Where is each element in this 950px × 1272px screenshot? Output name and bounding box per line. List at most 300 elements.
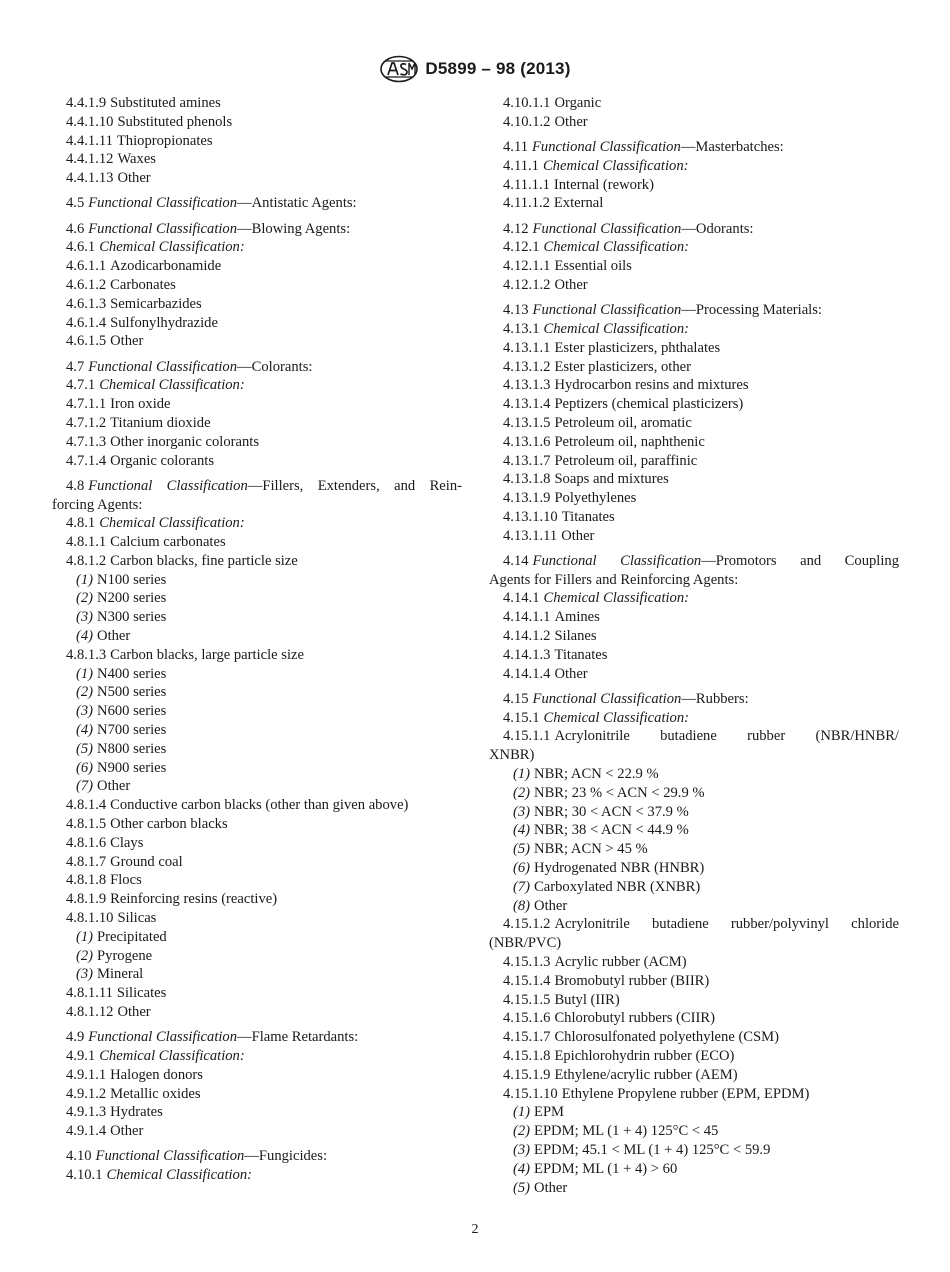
sub-item-text: Other <box>534 1179 568 1196</box>
item-text: Other <box>554 665 588 682</box>
list-item <box>489 452 899 471</box>
section-number: 4.9.1 <box>66 1048 96 1064</box>
item-number: 4.15.1.1 <box>503 728 551 745</box>
list-item <box>52 257 462 276</box>
item-text: Azodicarbonamide <box>110 258 222 275</box>
section-heading <box>489 690 899 709</box>
chemical-classification-heading <box>52 376 462 395</box>
sub-item-text: Other <box>97 778 131 795</box>
list-item <box>52 332 462 351</box>
item-text: Organic colorants <box>110 452 215 469</box>
section-title: —Flame Retardants: <box>237 1029 359 1046</box>
item-text: Other <box>117 170 151 187</box>
item-text: Ground coal <box>110 853 183 870</box>
item-number: 4.8.1.6 <box>66 834 107 851</box>
section-title: —Rubbers: <box>681 690 749 707</box>
sub-item <box>52 740 462 759</box>
item-text: Substituted amines <box>110 95 221 111</box>
sub-item-text: Other <box>97 628 131 645</box>
sub-item-number: (6) <box>76 759 94 776</box>
item-number: 4.9.1.1 <box>66 1066 107 1083</box>
list-item <box>489 915 899 934</box>
sub-item-text: NBR; 23 % < ACN < 29.9 % <box>534 784 705 801</box>
item-text: Carbon blacks, large particle size <box>110 646 304 663</box>
item-number: 4.14.1.3 <box>503 646 551 663</box>
sub-item-text: N800 series <box>97 740 167 757</box>
item-number: 4.8.1.1 <box>66 534 107 551</box>
item-text: Chlorosulfonated polyethylene (CSM) <box>554 1029 779 1046</box>
chemical-classification-heading <box>489 157 899 176</box>
sub-item <box>489 1103 899 1122</box>
classification-label: Chemical Classification: <box>543 320 690 337</box>
classification-label: Chemical Classification: <box>99 1048 245 1064</box>
item-text: Amines <box>554 609 600 626</box>
item-text: Ester plasticizers, phthalates <box>554 339 721 356</box>
item-text: Chlorobutyl rubbers (CIIR) <box>554 1010 715 1027</box>
continuation-text: (NBR/PVC) <box>489 935 562 952</box>
sub-item-number: (2) <box>76 947 94 964</box>
list-item <box>489 94 899 113</box>
list-item <box>52 276 462 295</box>
classification-label: Chemical Classification: <box>99 239 245 256</box>
item-text: Acrylonitrile butadiene rubber (NBR/HNBR/ <box>554 728 899 745</box>
sub-item <box>52 928 462 947</box>
sub-item-number: (3) <box>513 1141 531 1158</box>
item-number: 4.15.1.2 <box>503 916 551 933</box>
section-number: 4.12.1 <box>503 239 540 256</box>
item-number: 4.8.1.11 <box>66 985 113 1002</box>
list-item <box>52 94 462 113</box>
classification-label: Chemical Classification: <box>543 709 690 726</box>
list-item <box>489 113 899 132</box>
section-title: —Blowing Agents: <box>237 220 351 237</box>
continuation-text: Agents for Fillers and Reinforcing Agents: <box>489 571 739 588</box>
list-item <box>489 358 899 377</box>
item-text: Semicarbazides <box>110 295 202 312</box>
item-number: 4.13.1.10 <box>503 508 558 525</box>
list-item <box>489 972 899 991</box>
list-item <box>489 727 899 746</box>
list-item <box>52 1066 462 1085</box>
astm-logo-icon <box>379 55 419 83</box>
sub-item <box>52 777 462 796</box>
item-text: Organic <box>554 95 602 111</box>
sub-item-text: Carboxylated NBR (XNBR) <box>534 878 701 895</box>
sub-item-number: (6) <box>513 860 531 877</box>
item-text: Soaps and mixtures <box>554 471 669 488</box>
classification-label: Functional Classification <box>88 358 238 375</box>
sub-item-number: (4) <box>513 822 531 839</box>
item-text: Thiopropionates <box>116 132 213 149</box>
list-item <box>489 508 899 527</box>
sub-item <box>52 665 462 684</box>
sub-item-number: (5) <box>513 841 531 858</box>
list-item <box>52 909 462 928</box>
section-number: 4.14.1 <box>503 590 540 607</box>
item-number: 4.11.1.1 <box>503 176 550 193</box>
list-item <box>52 150 462 169</box>
sub-item <box>52 965 462 984</box>
chemical-classification-heading <box>52 1047 462 1066</box>
item-text: Bromobutyl rubber (BIIR) <box>554 972 710 989</box>
continuation-text: forcing Agents: <box>52 496 143 513</box>
sub-item-text: N700 series <box>97 722 167 739</box>
item-number: 4.13.1.4 <box>503 396 551 413</box>
list-item <box>52 1122 462 1141</box>
classification-label: Functional Classification <box>532 302 682 319</box>
item-text: Silicates <box>116 985 167 1002</box>
item-text: Iron oxide <box>110 396 171 413</box>
section-title: —Colorants: <box>237 358 313 375</box>
section-number: 4.5 <box>66 195 85 212</box>
sub-item-number: (2) <box>513 784 531 801</box>
item-number: 4.13.1.2 <box>503 358 551 375</box>
item-number: 4.12.1.1 <box>503 258 551 275</box>
continuation-line <box>489 746 899 765</box>
sub-item <box>52 589 462 608</box>
sub-item-text: EPDM; ML (1 + 4) > 60 <box>534 1160 678 1177</box>
sub-item-text: NBR; ACN < 22.9 % <box>534 766 659 783</box>
list-item <box>52 1103 462 1122</box>
section-number: 4.11 <box>503 138 528 155</box>
item-text: Titanium dioxide <box>110 414 211 431</box>
item-number: 4.9.1.3 <box>66 1104 107 1121</box>
sub-item-number: (1) <box>513 1104 531 1121</box>
item-number: 4.9.1.2 <box>66 1085 107 1102</box>
section-number: 4.10 <box>66 1148 92 1165</box>
list-item <box>489 1085 899 1104</box>
list-item <box>489 257 899 276</box>
document-id: D5899 – 98 (2013) <box>425 59 571 78</box>
item-number: 4.8.1.3 <box>66 646 107 663</box>
item-number: 4.14.1.2 <box>503 628 551 645</box>
list-item <box>489 1047 899 1066</box>
chemical-classification-heading <box>489 238 899 257</box>
item-text: Other carbon blacks <box>110 816 228 833</box>
section-title: —Masterbatches: <box>680 138 784 155</box>
page-number: 2 <box>471 1222 479 1237</box>
right-column <box>489 94 899 1197</box>
sub-item-text: N200 series <box>97 590 167 607</box>
sub-item-text: N100 series <box>97 571 167 588</box>
item-text: Conductive carbon blacks (other than given above) <box>110 797 409 814</box>
sub-item-text: Other <box>534 897 568 914</box>
sub-item-text: N300 series <box>97 609 167 626</box>
list-item <box>489 527 899 546</box>
chemical-classification-heading <box>489 589 899 608</box>
item-number: 4.6.1.2 <box>66 276 107 293</box>
classification-label: Chemical Classification: <box>543 239 690 256</box>
item-number: 4.10.1.1 <box>503 95 551 111</box>
chemical-classification-heading <box>52 1166 462 1185</box>
item-number: 4.6.1.4 <box>66 314 107 331</box>
section-heading <box>52 1028 462 1047</box>
sub-item <box>489 878 899 897</box>
section-heading <box>52 358 462 377</box>
list-item <box>52 646 462 665</box>
item-text: Substituted phenols <box>117 113 233 130</box>
sub-item-text: N900 series <box>97 759 167 776</box>
sub-item <box>489 765 899 784</box>
section-number: 4.12 <box>503 220 529 237</box>
sub-item-number: (3) <box>76 703 94 720</box>
sub-item-number: (1) <box>513 766 531 783</box>
sub-item-number: (5) <box>76 740 94 757</box>
sub-item-text: NBR; ACN > 45 % <box>534 841 648 858</box>
item-number: 4.6.1.3 <box>66 295 107 312</box>
sub-item <box>52 702 462 721</box>
section-title: —Fungicides: <box>244 1148 328 1165</box>
list-item <box>52 295 462 314</box>
list-item <box>489 953 899 972</box>
classification-label: Functional Classification <box>532 690 682 707</box>
item-text: Ester plasticizers, other <box>554 358 691 375</box>
list-item <box>489 470 899 489</box>
sub-item <box>489 1160 899 1179</box>
item-number: 4.15.1.4 <box>503 972 551 989</box>
item-text: Reinforcing resins (reactive) <box>110 891 278 908</box>
classification-label: Functional Classification <box>88 1029 238 1046</box>
sub-item-text: Pyrogene <box>97 947 153 964</box>
left-column <box>52 94 462 1185</box>
item-number: 4.8.1.7 <box>66 853 107 870</box>
list-item <box>52 871 462 890</box>
item-text: Metallic oxides <box>110 1085 201 1102</box>
item-number: 4.10.1.2 <box>503 113 551 130</box>
item-text: Essential oils <box>554 258 632 275</box>
sub-item-text: EPM <box>534 1104 565 1121</box>
item-text: Hydrates <box>110 1104 163 1121</box>
list-item <box>52 796 462 815</box>
item-number: 4.15.1.10 <box>503 1085 558 1102</box>
continuation-line <box>52 496 462 515</box>
classification-label: Functional Classification <box>88 195 238 212</box>
item-number: 4.6.1.1 <box>66 258 107 275</box>
section-heading <box>52 477 462 496</box>
item-number: 4.13.1.8 <box>503 471 551 488</box>
item-text: Carbonates <box>110 276 176 293</box>
list-item <box>489 194 899 213</box>
item-number: 4.13.1.3 <box>503 377 551 394</box>
item-number: 4.11.1.2 <box>503 195 550 212</box>
list-item <box>52 414 462 433</box>
section-heading <box>52 220 462 239</box>
item-number: 4.15.1.5 <box>503 991 551 1008</box>
section-heading <box>52 194 462 213</box>
item-text: Sulfonylhydrazide <box>110 314 218 331</box>
list-item <box>489 646 899 665</box>
sub-item <box>52 947 462 966</box>
item-number: 4.8.1.9 <box>66 891 107 908</box>
list-item <box>489 376 899 395</box>
sub-item-number: (3) <box>76 609 94 626</box>
sub-item-number: (1) <box>76 571 94 588</box>
item-text: Silicas <box>117 910 157 927</box>
list-item <box>489 1009 899 1028</box>
sub-item-text: NBR; 38 < ACN < 44.9 % <box>534 822 689 839</box>
classification-label: Chemical Classification: <box>543 590 690 607</box>
list-item <box>52 132 462 151</box>
sub-item <box>489 1122 899 1141</box>
item-number: 4.7.1.3 <box>66 433 107 450</box>
section-title: —Promotors and Coupling <box>701 552 899 569</box>
classification-label: Functional Classification <box>532 138 681 155</box>
list-item <box>489 414 899 433</box>
sub-item-number: (1) <box>76 665 94 682</box>
item-text: Internal (rework) <box>553 176 654 193</box>
item-number: 4.13.1.11 <box>503 527 558 544</box>
sub-item-text: NBR; 30 < ACN < 37.9 % <box>534 803 689 820</box>
sub-item <box>52 683 462 702</box>
list-item <box>489 339 899 358</box>
item-number: 4.15.1.8 <box>503 1048 551 1064</box>
item-text: Other <box>561 527 595 544</box>
list-item <box>52 1085 462 1104</box>
item-number: 4.8.1.4 <box>66 797 107 814</box>
section-number: 4.13 <box>503 302 529 319</box>
section-title: —Fillers, Extenders, and Rein- <box>247 477 462 494</box>
list-item <box>489 176 899 195</box>
sub-item-number: (2) <box>76 590 94 607</box>
sub-item-number: (4) <box>76 628 94 645</box>
item-number: 4.15.1.3 <box>503 954 551 971</box>
list-item <box>489 1028 899 1047</box>
item-text: Petroleum oil, paraffinic <box>554 452 698 469</box>
list-item <box>489 665 899 684</box>
sub-item-text: N600 series <box>97 703 167 720</box>
item-text: Acrylic rubber (ACM) <box>554 954 687 971</box>
item-text: Epichlorohydrin rubber (ECO) <box>554 1048 735 1064</box>
sub-item-number: (4) <box>76 722 94 739</box>
sub-item-number: (7) <box>513 878 531 895</box>
item-number: 4.8.1.12 <box>66 1004 114 1021</box>
item-number: 4.7.1.2 <box>66 414 107 431</box>
item-text: Waxes <box>117 151 156 168</box>
item-number: 4.13.1.5 <box>503 414 551 431</box>
continuation-line <box>489 934 899 953</box>
classification-label: Chemical Classification: <box>542 157 689 174</box>
item-text: Polyethylenes <box>554 490 637 507</box>
item-number: 4.13.1.9 <box>503 490 551 507</box>
classification-label: Chemical Classification: <box>99 377 245 394</box>
sub-item <box>52 571 462 590</box>
item-number: 4.15.1.6 <box>503 1010 551 1027</box>
sub-item <box>52 759 462 778</box>
item-text: Clays <box>110 834 144 851</box>
sub-item-text: EPDM; ML (1 + 4) 125°C < 45 <box>534 1123 719 1140</box>
item-number: 4.8.1.8 <box>66 872 107 889</box>
sub-item <box>489 1179 899 1198</box>
section-number: 4.10.1 <box>66 1167 103 1184</box>
continuation-text: XNBR) <box>489 747 535 764</box>
sub-item <box>489 784 899 803</box>
sub-item-number: (8) <box>513 897 531 914</box>
item-text: Other <box>110 333 144 350</box>
section-number: 4.14 <box>503 552 529 569</box>
sub-item <box>489 897 899 916</box>
item-text: Silanes <box>554 628 597 645</box>
section-title: —Odorants: <box>681 220 754 237</box>
section-number: 4.8.1 <box>66 515 96 532</box>
sub-item-number: (3) <box>76 966 94 983</box>
sub-item <box>52 627 462 646</box>
list-item <box>489 991 899 1010</box>
chemical-classification-heading <box>52 238 462 257</box>
item-text: Hydrocarbon resins and mixtures <box>554 377 749 394</box>
item-text: Other inorganic colorants <box>110 433 260 450</box>
list-item <box>52 834 462 853</box>
list-item <box>52 815 462 834</box>
item-number: 4.8.1.5 <box>66 816 107 833</box>
item-text: Other <box>110 1123 144 1140</box>
item-number: 4.14.1.4 <box>503 665 551 682</box>
item-text: Petroleum oil, naphthenic <box>554 433 705 450</box>
item-text: Petroleum oil, aromatic <box>554 414 692 431</box>
section-heading <box>489 301 899 320</box>
sub-item-number: (7) <box>76 778 94 795</box>
item-number: 4.6.1.5 <box>66 333 107 350</box>
sub-item-text: Mineral <box>97 966 144 983</box>
sub-item-number: (5) <box>513 1179 531 1196</box>
item-text: Ethylene Propylene rubber (EPM, EPDM) <box>561 1085 810 1102</box>
list-item <box>52 452 462 471</box>
sub-item <box>489 840 899 859</box>
item-text: Butyl (IIR) <box>554 991 620 1008</box>
list-item <box>52 395 462 414</box>
item-text: Other <box>117 1004 151 1021</box>
section-number: 4.9 <box>66 1029 85 1046</box>
sub-item-text: Precipitated <box>97 928 167 945</box>
item-text: Titanates <box>561 508 615 525</box>
section-number: 4.11.1 <box>503 157 539 174</box>
item-number: 4.4.1.10 <box>66 113 114 130</box>
item-text: Carbon blacks, fine particle size <box>110 552 298 569</box>
list-item <box>489 627 899 646</box>
continuation-line <box>489 571 899 590</box>
item-number: 4.4.1.13 <box>66 170 114 187</box>
sub-item-number: (4) <box>513 1160 531 1177</box>
list-item <box>489 276 899 295</box>
sub-item <box>489 859 899 878</box>
item-text: Calcium carbonates <box>110 534 226 551</box>
item-number: 4.13.1.7 <box>503 452 551 469</box>
item-number: 4.15.1.7 <box>503 1029 551 1046</box>
list-item <box>489 608 899 627</box>
section-number: 4.13.1 <box>503 320 540 337</box>
section-heading <box>489 220 899 239</box>
item-number: 4.14.1.1 <box>503 609 551 626</box>
section-number: 4.6.1 <box>66 239 96 256</box>
list-item <box>489 395 899 414</box>
list-item <box>52 984 462 1003</box>
item-text: Titanates <box>554 646 608 663</box>
section-number: 4.15.1 <box>503 709 540 726</box>
item-text: Acrylonitrile butadiene rubber/polyvinyl chloride <box>554 916 899 933</box>
sub-item <box>489 1141 899 1160</box>
item-text: Peptizers (chemical plasticizers) <box>554 396 744 413</box>
classification-label: Functional Classification <box>95 1148 245 1165</box>
chemical-classification-heading <box>489 320 899 339</box>
sub-item-number: (3) <box>513 803 531 820</box>
section-title: —Antistatic Agents: <box>237 195 357 212</box>
sub-item-text: N400 series <box>97 665 167 682</box>
item-number: 4.9.1.4 <box>66 1123 107 1140</box>
section-number: 4.8 <box>66 477 85 494</box>
classification-label: Functional Classification <box>88 220 238 237</box>
item-number: 4.4.1.12 <box>66 151 114 168</box>
item-text: External <box>553 195 604 212</box>
sub-item-text: Hydrogenated NBR (HNBR) <box>534 860 705 877</box>
